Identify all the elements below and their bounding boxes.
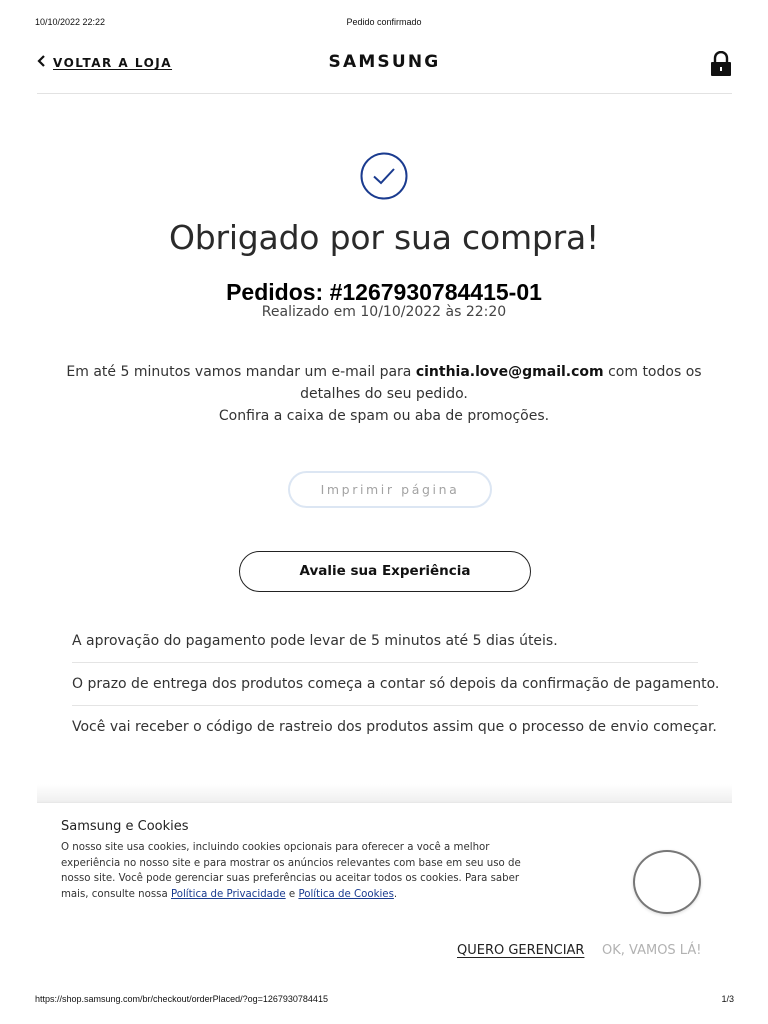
- manage-cookies-button[interactable]: QUERO GERENCIAR: [457, 943, 585, 958]
- print-page-title: Pedido confirmado: [346, 17, 422, 27]
- cookie-text-period: .: [393, 888, 398, 900]
- lock-icon: [710, 51, 732, 77]
- order-number: Pedidos: #1267930784415-01: [226, 279, 542, 305]
- order-placed-date: Realizado em 10/10/2022 às 22:20: [261, 304, 507, 320]
- accept-cookies-button[interactable]: OK, VAMOS LÁ!: [602, 943, 702, 958]
- rate-experience-button[interactable]: Avalie sua Experiência: [239, 551, 531, 592]
- print-page-button[interactable]: Imprimir página: [288, 471, 492, 508]
- chat-bubble-button[interactable]: [633, 850, 701, 914]
- note-payment-approval: A aprovação do pagamento pode levar de 5 minutos até 5 dias úteis.: [72, 620, 698, 663]
- print-datetime: 10/10/2022 22:22: [35, 17, 106, 27]
- spam-message: Confira a caixa de spam ou aba de promoções.: [218, 408, 550, 424]
- email-msg-before: Em até 5 minutos vamos mandar um e-mail para: [66, 364, 412, 380]
- email-info-message: [60, 361, 708, 427]
- cookie-banner: [37, 803, 732, 983]
- top-bar: [37, 46, 732, 94]
- print-footer: [0, 994, 768, 1008]
- privacy-policy-link[interactable]: Política de Privacidade: [170, 888, 286, 900]
- thank-you-title: Obrigado por sua compra!: [168, 218, 600, 257]
- back-to-store-label: VOLTAR A LOJA: [53, 56, 173, 70]
- note-delivery-time: O prazo de entrega dos produtos começa a contar só depois da confirmação de pagamento.: [72, 663, 698, 706]
- cookie-policy-link[interactable]: Política de Cookies: [298, 888, 394, 900]
- print-header: [0, 17, 768, 31]
- customer-email: cinthia.love@gmail.com: [415, 364, 604, 380]
- cookie-text-conjunction: e: [288, 888, 296, 900]
- cookie-banner-shadow: [37, 784, 732, 804]
- cookie-banner-title: Samsung e Cookies: [61, 819, 189, 834]
- print-url: https://shop.samsung.com/br/checkout/orderPlaced/?og=1267930784415: [35, 994, 328, 1004]
- email-msg-after: com todos os detalhes do seu pedido.: [300, 364, 702, 402]
- order-notes-list: [72, 620, 720, 749]
- cookie-text-body: O nosso site usa cookies, incluindo cookies opcionais para oferecer a você a melhor experiência no nosso site e para mostrar os anúncios relevantes com base em seu uso de nosso site. Você pode gerenciar suas preferências ou aceitar todos os cookies. Para saber mais, consulte nossa: [61, 842, 521, 900]
- cookie-banner-text: [61, 840, 521, 902]
- samsung-logo[interactable]: SAMSUNG: [328, 52, 441, 72]
- note-tracking-code: Você vai receber o código de rastreio dos produtos assim que o processo de envio começar.: [72, 719, 717, 735]
- print-page-number: 1/3: [721, 994, 734, 1004]
- check-circle-icon: [360, 152, 408, 200]
